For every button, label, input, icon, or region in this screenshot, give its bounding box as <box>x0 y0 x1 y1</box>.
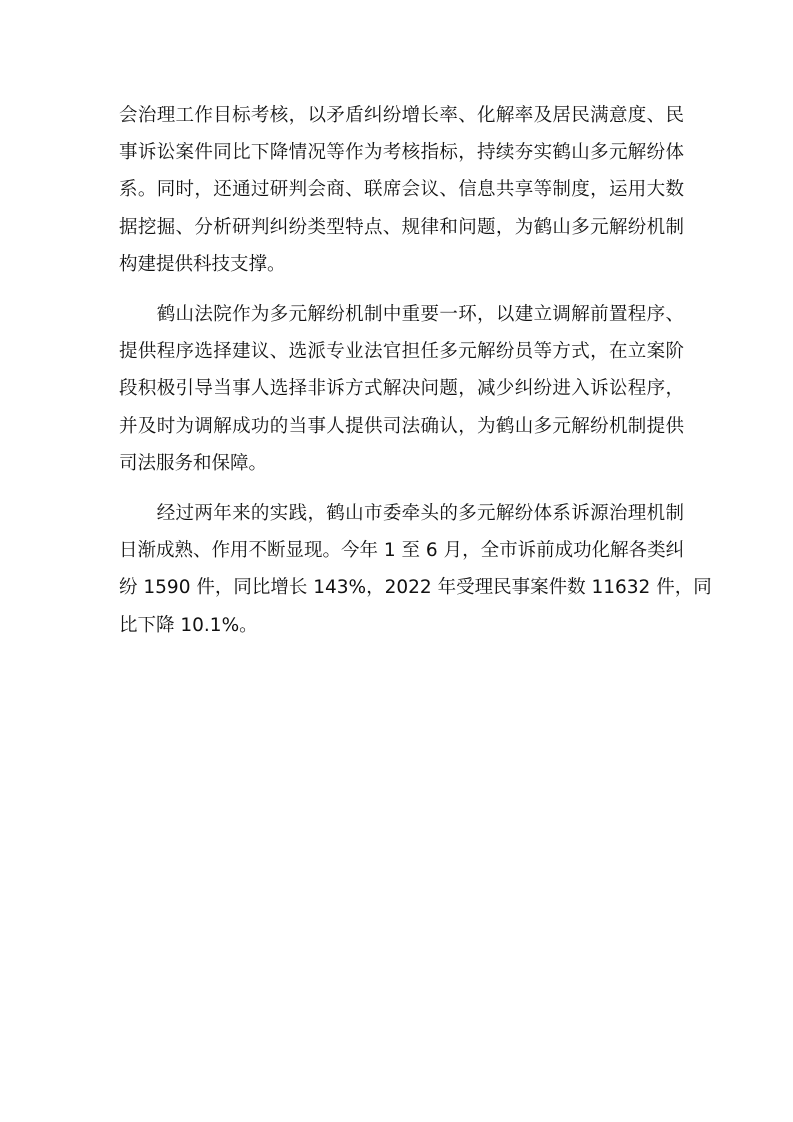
paragraph-results <box>119 495 712 644</box>
paragraph-line: 构建提供科技支撑。 <box>119 253 286 275</box>
paragraph-line: 司法服务和保障。 <box>119 452 268 474</box>
paragraph-line: 鹤山法院作为多元解纷机制中重要一环，以建立调解前置程序、 <box>119 304 684 326</box>
paragraph-line: 日渐成熟、作用不断显现。今年 1 至 6 月，全市诉前成功化解各类纠 <box>119 540 685 562</box>
paragraph-line: 比下降 10.1%。 <box>119 614 258 636</box>
paragraph-line: 段积极引导当事人选择非诉方式解决问题，减少纠纷进入诉讼程序， <box>119 378 684 400</box>
paragraph-line: 并及时为调解成功的当事人提供司法确认，为鹤山多元解纷机制提供 <box>119 415 684 437</box>
paragraph-line: 据挖掘、分析研判纠纷类型特点、规律和问题，为鹤山多元解纷机制 <box>119 216 684 238</box>
paragraph-line: 系。同时，还通过研判会商、联席会议、信息共享等制度，运用大数 <box>119 179 684 201</box>
document-body <box>119 97 712 644</box>
paragraph-governance-assessment <box>119 97 684 283</box>
paragraph-line: 纷 1590 件，同比增长 143%，2022 年受理民事案件数 11632 件，同 <box>119 577 712 599</box>
paragraph-line: 经过两年来的实践，鹤山市委牵头的多元解纷体系诉源治理机制 <box>119 503 684 525</box>
paragraph-line: 提供程序选择建议、选派专业法官担任多元解纷员等方式，在立案阶 <box>119 341 684 363</box>
paragraph-line: 事诉讼案件同比下降情况等作为考核指标，持续夯实鹤山多元解纷体 <box>119 142 684 164</box>
paragraph-court-role <box>119 296 684 482</box>
paragraph-line: 会治理工作目标考核，以矛盾纠纷增长率、化解率及居民满意度、民 <box>119 105 684 126</box>
